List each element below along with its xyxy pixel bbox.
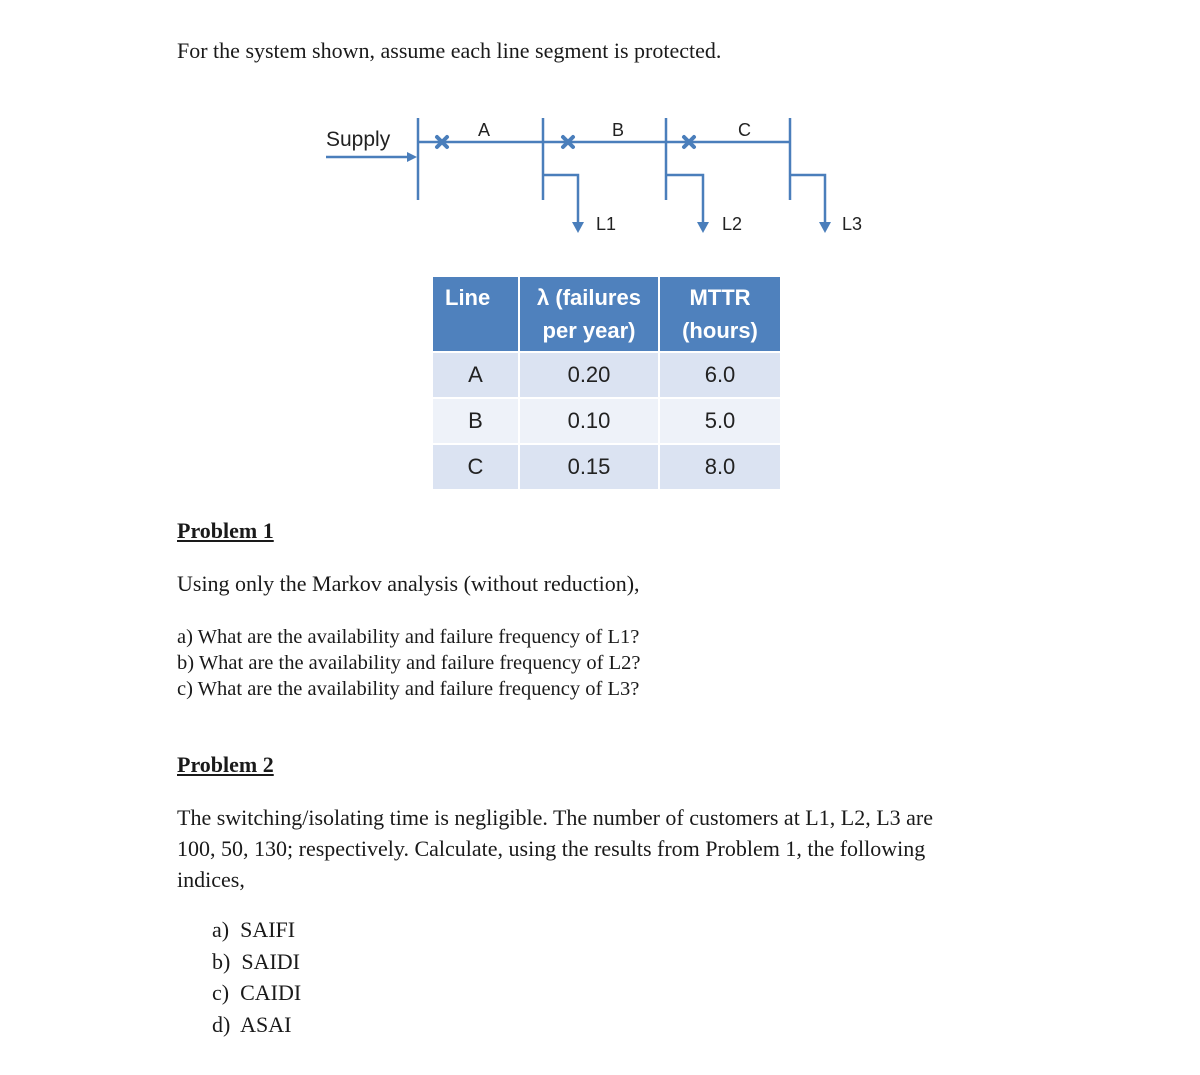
table-row [433,444,780,490]
list-item: a) SAIFI [212,917,296,942]
problem2-text [177,802,933,895]
load-arrow-l1 [572,222,584,233]
segment-label-b: B [612,120,625,140]
question-a: a) What are the availability and failure frequency of L1? [177,626,640,648]
table-header-row [433,277,780,352]
segment-label-c: C [738,120,751,140]
cell-line: A [433,352,519,398]
load-arrow-l3 [819,222,831,233]
table-row [433,352,780,398]
list-item: d) ASAI [212,1011,292,1037]
list-item: c) CAIDI [212,980,302,1005]
reliability-table [433,277,780,491]
load-tap-l3 [790,175,825,222]
problem2-text-line: 100, 50, 130; respectively. Calculate, using the results from Problem 1, the following [177,836,926,861]
table-row [433,398,780,444]
cell-mttr: 6.0 [659,352,780,398]
load-tap-l1 [543,175,578,222]
problem1-title: Problem 1 [177,518,274,543]
load-tap-l2 [666,175,703,222]
cell-lambda: 0.20 [519,352,659,398]
cell-lambda: 0.10 [519,398,659,444]
list-item: b) SAIDI [212,948,300,974]
problem1-questions [177,624,641,702]
header-line: Line [433,277,519,352]
question-b: b) What are the availability and failure frequency of L2? [177,652,641,674]
load-arrow-l2 [697,222,709,233]
segment-label-a: A [478,120,491,140]
cell-line: C [433,444,519,490]
problem2-text-line: indices, [177,867,245,892]
cell-mttr: 8.0 [659,444,780,490]
problem2-list [212,914,301,1040]
supply-label: Supply [326,128,391,151]
header-lambda: λ (failures per year) [519,277,659,352]
load-label-l2: L2 [722,214,743,234]
intro-text: For the system shown, assume each line segment is protected. [177,38,722,63]
load-label-l3: L3 [842,214,863,234]
problem2-title: Problem 2 [177,752,274,777]
cell-mttr: 5.0 [659,398,780,444]
question-c: c) What are the availability and failure frequency of L3? [177,678,640,700]
feeder-diagram [0,0,1200,260]
problem2-text-line: The switching/isolating time is negligible. The number of customers at L1, L2, L3 are [177,805,933,830]
cell-line: B [433,398,519,444]
header-mttr: MTTR (hours) [659,277,780,352]
cell-lambda: 0.15 [519,444,659,490]
load-label-l1: L1 [596,214,617,234]
problem1-intro: Using only the Markov analysis (without reduction), [177,571,640,596]
